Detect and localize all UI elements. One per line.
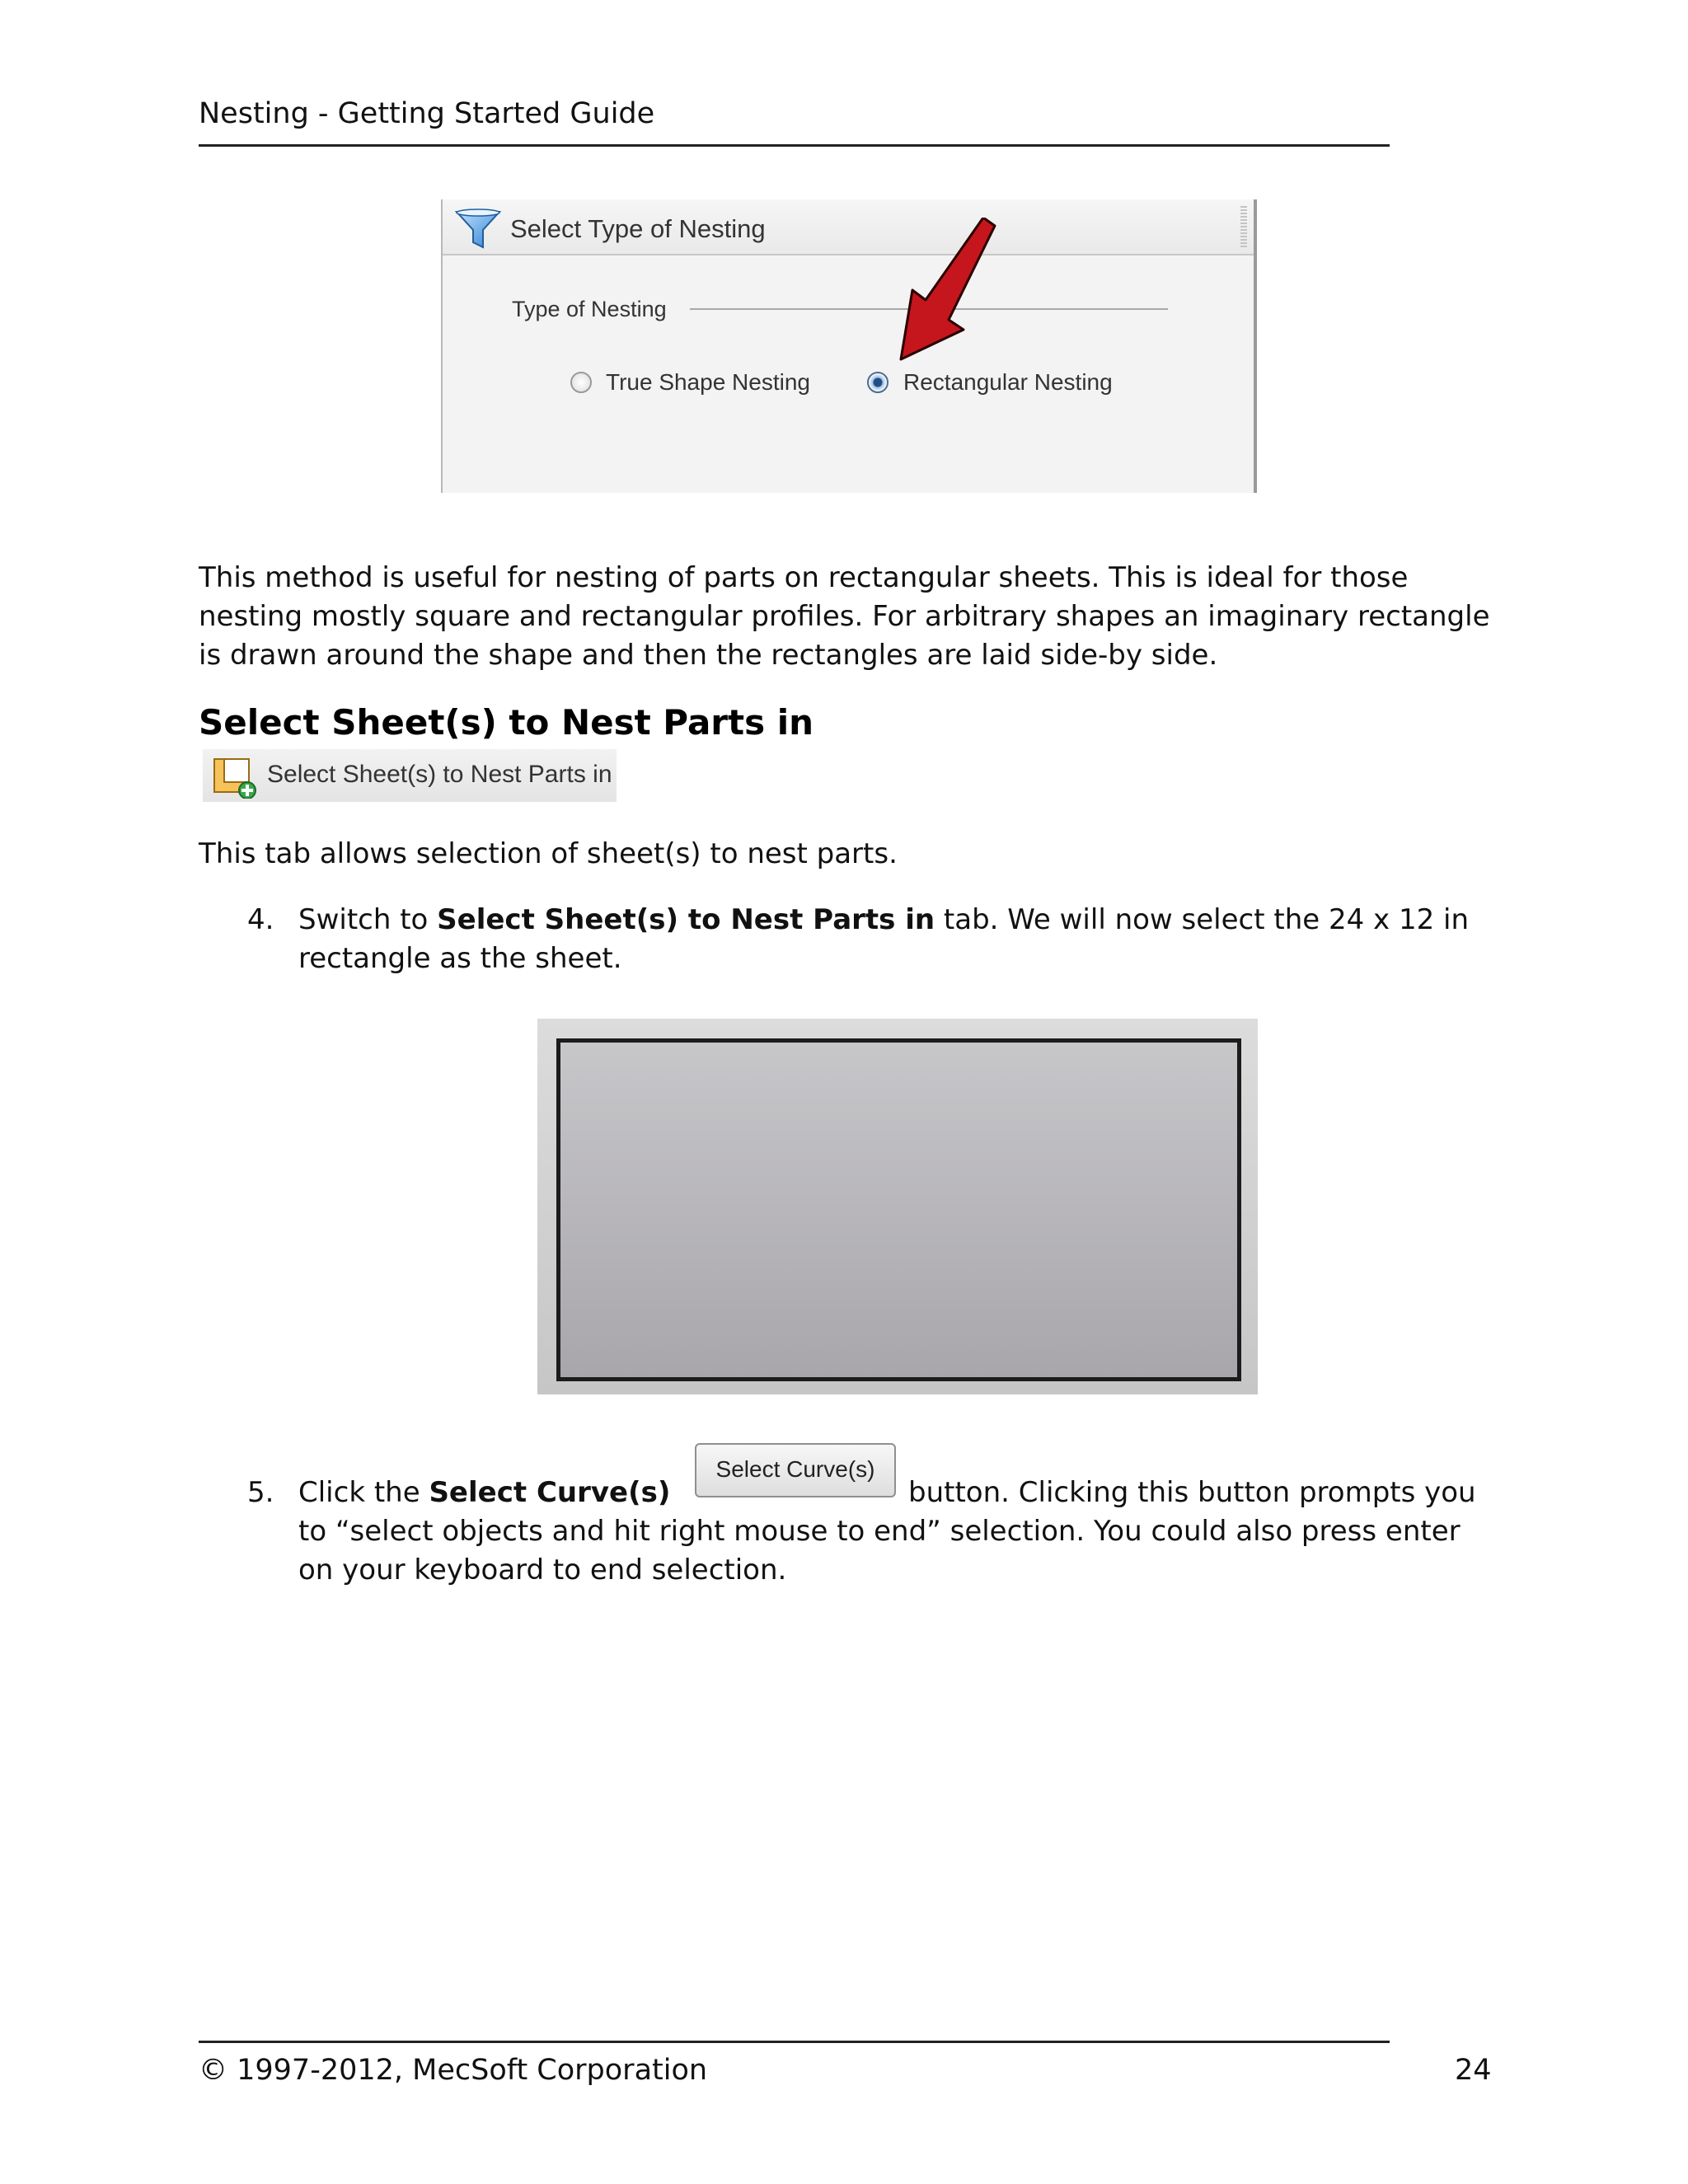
footer-divider bbox=[199, 2041, 1390, 2043]
step-4-text: Switch to bbox=[298, 903, 438, 936]
step-5-line-1-end: button. Clicking this button prompts you bbox=[908, 1476, 1476, 1509]
panel-grip[interactable] bbox=[1240, 206, 1247, 247]
intro-paragraph bbox=[199, 559, 1517, 675]
nesting-group-label: Type of Nesting bbox=[512, 297, 667, 321]
footer-page-number: 24 bbox=[1455, 2054, 1492, 2087]
sheet-rectangle[interactable] bbox=[556, 1038, 1241, 1381]
radio-true-shape-nesting[interactable] bbox=[570, 372, 592, 393]
step-5-number: 5. bbox=[247, 1476, 274, 1509]
step-5-line-2: to “select objects and hit right mouse to end” selection. You could also press enter bbox=[298, 1515, 1461, 1548]
red-arrow-icon bbox=[894, 218, 1001, 366]
step-5-bold: Select Curve(s) bbox=[429, 1476, 671, 1509]
section-description bbox=[199, 835, 1517, 874]
radio-label-true-shape[interactable]: True Shape Nesting bbox=[606, 369, 810, 395]
select-sheets-tab[interactable] bbox=[203, 749, 617, 802]
radio-label-rectangular[interactable]: Rectangular Nesting bbox=[903, 369, 1113, 395]
step-4-bold: Select Sheet(s) to Nest Parts in bbox=[437, 903, 935, 936]
intro-line: is drawn around the shape and then the rectangles are laid side-by side. bbox=[199, 639, 1218, 672]
nesting-type-panel bbox=[441, 199, 1257, 493]
panel-titlebar bbox=[443, 199, 1254, 255]
funnel-icon bbox=[454, 208, 502, 251]
section-heading: Select Sheet(s) to Nest Parts in bbox=[199, 702, 814, 743]
step-4-line-1 bbox=[298, 901, 1469, 940]
page-header-title: Nesting - Getting Started Guide bbox=[199, 97, 655, 130]
footer-copyright: © 1997-2012, MecSoft Corporation bbox=[199, 2054, 708, 2087]
sheet-viewport bbox=[537, 1019, 1258, 1394]
step-4-line-2: rectangle as the sheet. bbox=[298, 942, 622, 975]
intro-line: This method is useful for nesting of parts on rectangular sheets. This is ideal for those bbox=[199, 561, 1409, 594]
step-4-number: 4. bbox=[247, 903, 274, 936]
panel-title: Select Type of Nesting bbox=[510, 214, 766, 243]
select-curves-button[interactable]: Select Curve(s) bbox=[695, 1443, 896, 1497]
tab-label: Select Sheet(s) to Nest Parts in bbox=[267, 761, 612, 788]
radio-rectangular-nesting[interactable] bbox=[867, 372, 889, 393]
step-5-text: Click the bbox=[298, 1476, 429, 1509]
step-4-text-post: tab. We will now select the 24 x 12 in bbox=[935, 903, 1470, 936]
step-5-line-3: on your keyboard to end selection. bbox=[298, 1554, 787, 1586]
sheet-add-icon bbox=[211, 756, 257, 799]
intro-line: nesting mostly square and rectangular profiles. For arbitrary shapes an imaginary rectangle bbox=[199, 600, 1490, 633]
section-description-text: This tab allows selection of sheet(s) to nest parts. bbox=[199, 837, 898, 870]
header-divider bbox=[199, 144, 1390, 147]
step-5-line-1-start bbox=[298, 1474, 670, 1512]
